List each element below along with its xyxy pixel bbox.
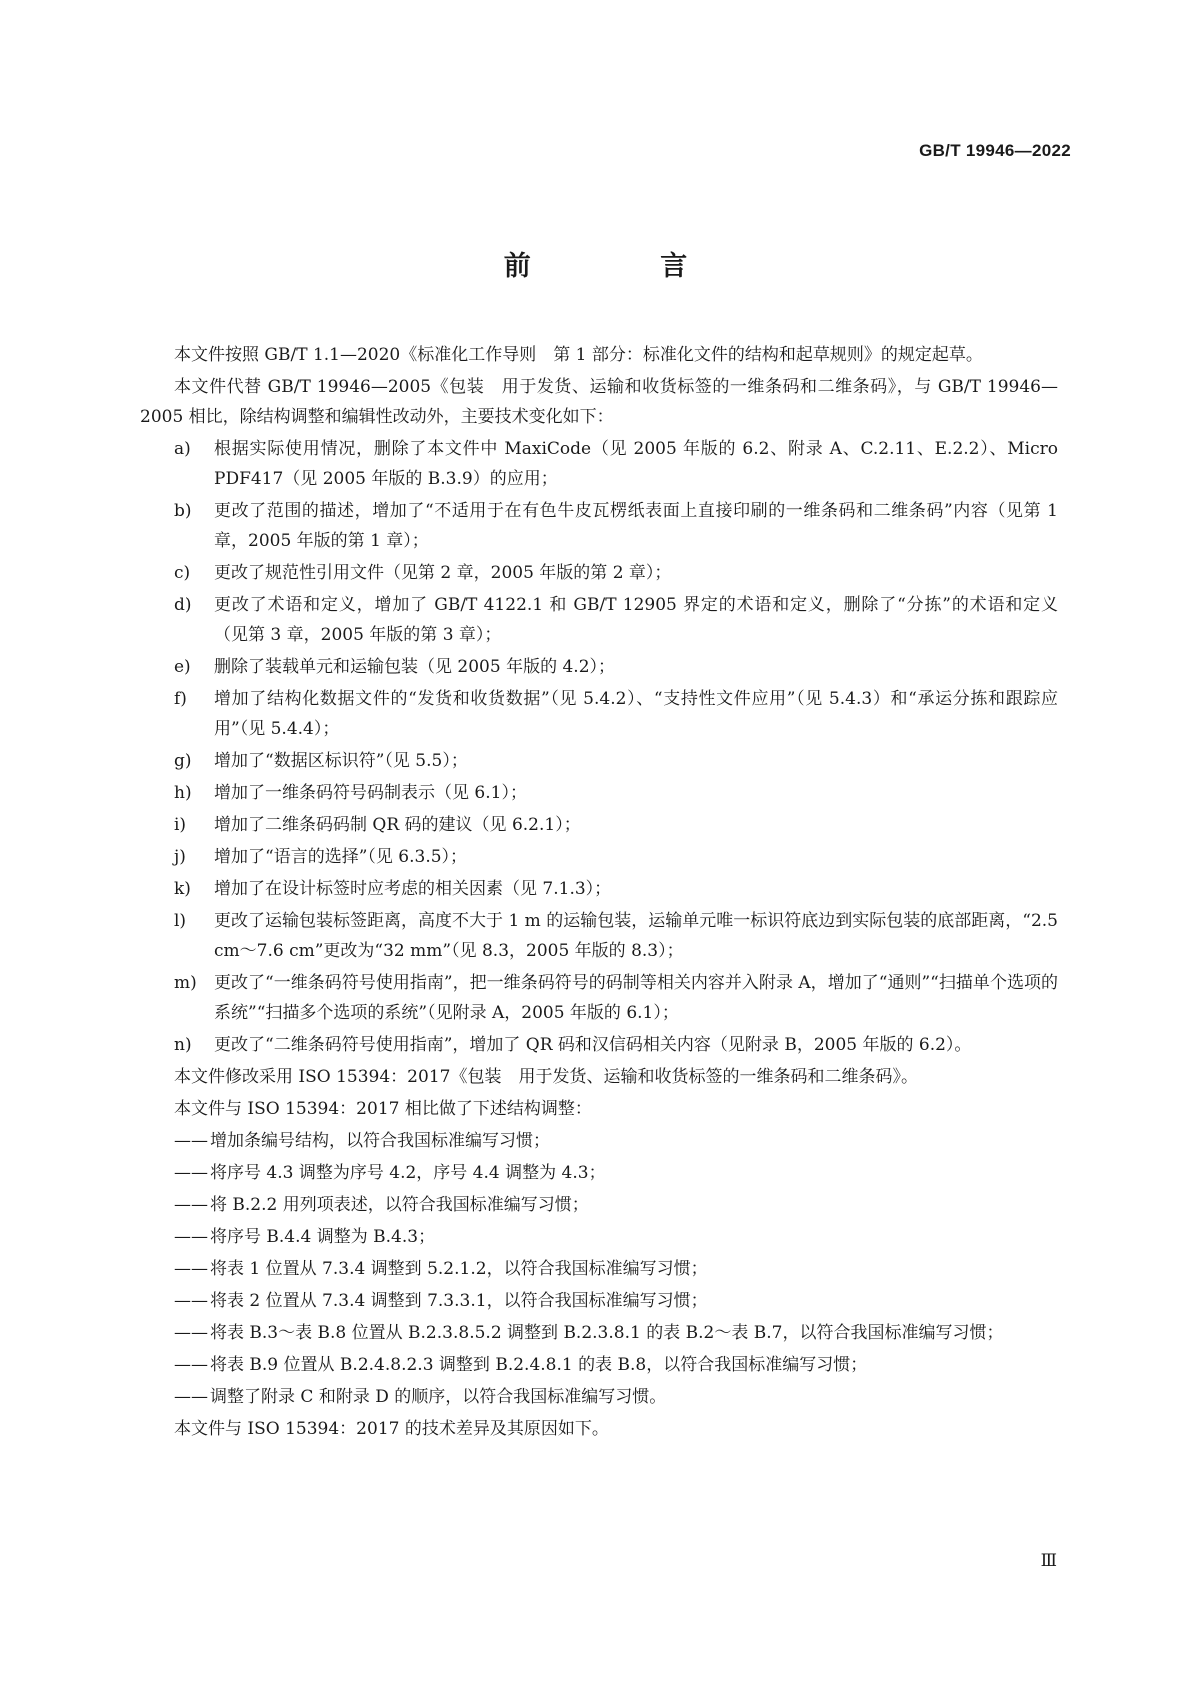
list-item-label: m) [174,973,197,993]
list-item-text: 更改了范围的描述，增加了“不适用于在有色牛皮瓦楞纸表面上直接印刷的一维条码和二维条码”内容（见第 1 章，2005 年版的第 1 章）； [214,501,1058,551]
paragraph-drafting-basis: 本文件按照 GB/T 1.1—2020《标准化工作导则 第 1 部分：标准化文件的结构和起草规则》的规定起草。 [174,345,983,365]
list-item-label: l) [174,911,187,931]
dash-list-item-text: 将表 2 位置从 7.3.4 调整到 7.3.3.1，以符合我国标准编写习惯； [210,1291,708,1311]
dash-list-item-text: 将序号 4.3 调整为序号 4.2，序号 4.4 调整为 4.3； [210,1163,606,1183]
paragraph-structure-intro: 本文件与 ISO 15394：2017 相比做了下述结构调整： [174,1099,592,1119]
page-title: 前 言 [503,251,748,282]
list-item-text: 更改了运输包装标签距离，高度不大于 1 m 的运输包装，运输单元唯一标识符底边到实际包装的底部距离，“2.5 cm～7.6 cm”更改为“32 mm”（见 8.3，2005 年版的 8.3）； [214,911,1058,961]
list-item-text: 增加了一维条码符号码制表示（见 6.1）； [214,783,527,803]
dash-mark: —— [174,1355,208,1375]
list-item-text: 更改了“一维条码符号使用指南”，把一维条码符号的码制等相关内容并入附录 A，增加了“通则”“扫描单个选项的系统”“扫描多个选项的系统”（见附录 A，2005 年版的 6.1）； [214,973,1058,1023]
list-item-text: 增加了“语言的选择”（见 6.3.5）； [214,847,468,867]
dash-list-item-text: 将表 1 位置从 7.3.4 调整到 5.2.1.2，以符合我国标准编写习惯； [210,1259,708,1279]
list-item [140,652,1058,682]
list-item-text: 增加了二维条码码制 QR 码的建议（见 6.2.1）； [214,815,581,835]
dash-list-item [140,1190,1058,1220]
list-item [140,684,1058,744]
list-item-text: 增加了结构化数据文件的“发货和收货数据”（见 5.4.2）、“支持性文件应用”（见 5.4.3）和“承运分拣和跟踪应用”（见 5.4.4）； [214,689,1058,739]
dash-mark: —— [174,1291,208,1311]
paragraph-iso-adoption: 本文件修改采用 ISO 15394：2017《包装 用于发货、运输和收货标签的一维条码和二维条码》。 [174,1067,918,1087]
list-item [140,874,1058,904]
dash-list-item [140,1318,1058,1348]
list-item [140,434,1058,494]
list-item [140,558,1058,588]
dash-mark: —— [174,1163,208,1183]
list-item-label: c) [174,563,191,583]
paragraph-replacement: 本文件代替 GB/T 19946—2005《包装 用于发货、运输和收货标签的一维条码和二维条码》，与 GB/T 19946—2005 相比，除结构调整和编辑性改动外，主要技术变化如下： [140,377,1058,427]
technical-changes-list [140,434,1058,1060]
list-item-text: 增加了“数据区标识符”（见 5.5）； [214,751,468,771]
list-item [140,778,1058,808]
list-item [140,1030,1058,1060]
dash-list-item-text: 将表 B.3～表 B.8 位置从 B.2.3.8.5.2 调整到 B.2.3.8.1 的表 B.2～表 B.7，以符合我国标准编写习惯； [210,1323,1004,1343]
list-item-label: d) [174,595,192,615]
structure-changes-list [140,1126,1058,1412]
dash-mark: —— [174,1227,208,1247]
page-number: Ⅲ [1040,1551,1057,1571]
list-item-text: 更改了“二维条码符号使用指南”，增加了 QR 码和汉信码相关内容（见附录 B，2005 年版的 6.2）。 [214,1035,972,1055]
list-item-text: 删除了装载单元和运输包装（见 2005 年版的 4.2）； [214,657,616,677]
paragraph-technical-differences: 本文件与 ISO 15394：2017 的技术差异及其原因如下。 [174,1419,609,1439]
list-item [140,810,1058,840]
dash-mark: —— [174,1387,208,1407]
list-item-label: g) [174,751,192,771]
list-item-text: 更改了术语和定义，增加了 GB/T 4122.1 和 GB/T 12905 界定的术语和定义，删除了“分拣”的术语和定义（见第 3 章，2005 年版的第 3 章）； [214,595,1058,645]
list-item-label: j) [174,847,186,867]
dash-list-item-text: 将表 B.9 位置从 B.2.4.8.2.3 调整到 B.2.4.8.1 的表 B.8，以符合我国标准编写习惯； [210,1355,868,1375]
list-item [140,842,1058,872]
list-item-text: 增加了在设计标签时应考虑的相关因素（见 7.1.3）； [214,879,612,899]
dash-list-item-text: 调整了附录 C 和附录 D 的顺序，以符合我国标准编写习惯。 [210,1387,667,1407]
list-item [140,968,1058,1028]
list-item-label: f) [174,689,187,709]
dash-mark: —— [174,1259,208,1279]
dash-mark: —— [174,1131,208,1151]
dash-list-item [140,1222,1058,1252]
dash-list-item [140,1158,1058,1188]
list-item-label: i) [174,815,187,835]
dash-list-item-text: 将序号 B.4.4 调整为 B.4.3； [210,1227,436,1247]
dash-list-item [140,1350,1058,1380]
list-item [140,496,1058,556]
list-item-label: n) [174,1035,192,1055]
list-item-text: 根据实际使用情况，删除了本文件中 MaxiCode（见 2005 年版的 6.2、附录 A、C.2.11、E.2.2）、Micro PDF417（见 2005 年版的 B.3.9）的应用； [214,439,1058,489]
list-item [140,906,1058,966]
list-item-label: h) [174,783,192,803]
list-item-label: k) [174,879,191,899]
dash-list-item [140,1126,1058,1156]
list-item-text: 更改了规范性引用文件（见第 2 章，2005 年版的第 2 章）； [214,563,672,583]
list-item [140,590,1058,650]
dash-mark: —— [174,1323,208,1343]
foreword-body [140,340,1058,1446]
dash-list-item-text: 将 B.2.2 用列项表述，以符合我国标准编写习惯； [210,1195,589,1215]
dash-mark: —— [174,1195,208,1215]
list-item-label: e) [174,657,191,677]
dash-list-item [140,1382,1058,1412]
dash-list-item-text: 增加条编号结构，以符合我国标准编写习惯； [210,1131,550,1151]
dash-list-item [140,1286,1058,1316]
list-item-label: b) [174,501,192,521]
list-item-label: a) [174,439,191,459]
dash-list-item [140,1254,1058,1284]
document-code: GB/T 19946—2022 [919,141,1071,160]
list-item [140,746,1058,776]
